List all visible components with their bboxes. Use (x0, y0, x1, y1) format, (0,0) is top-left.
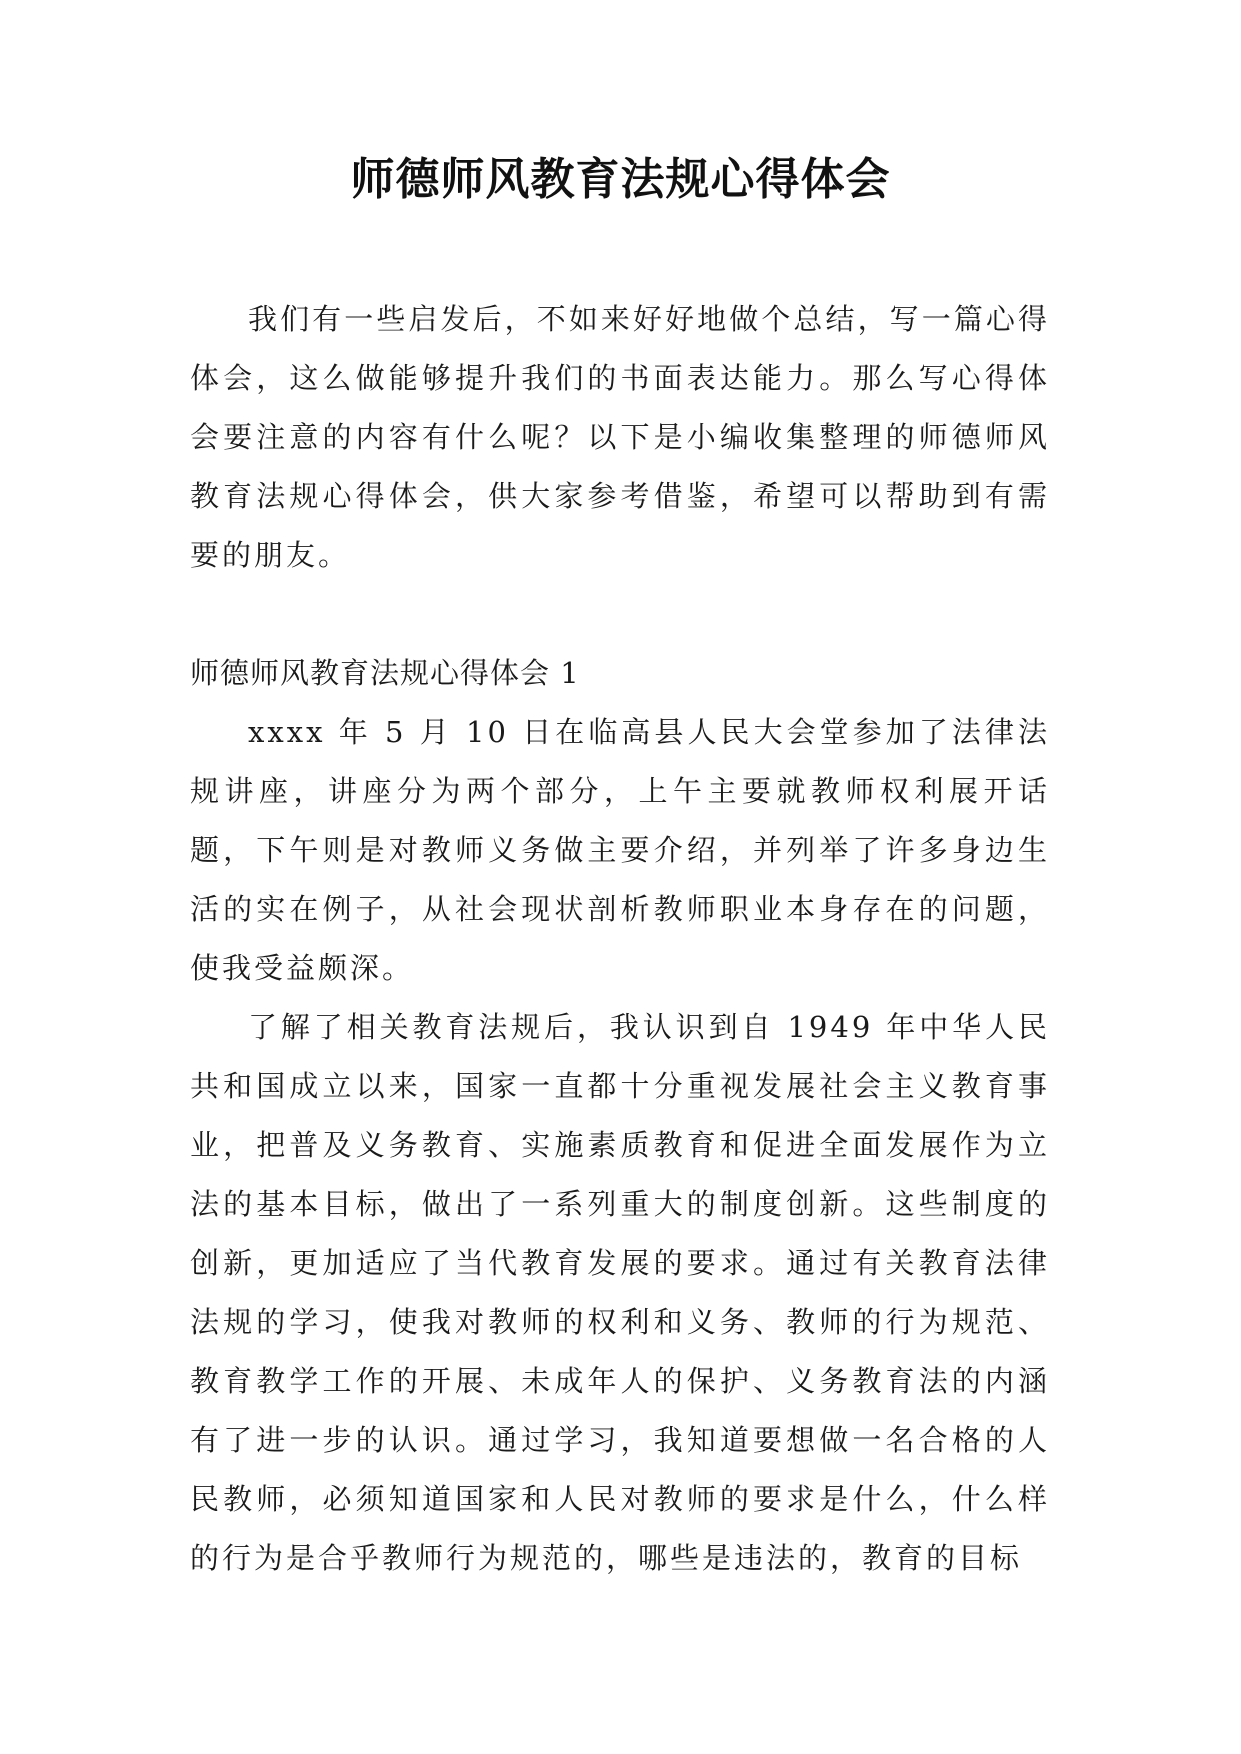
body-paragraph-1: xxxx 年 5 月 10 日在临高县人民大会堂参加了法律法规讲座，讲座分为两个部分，上午主要就教师权利展开话题，下午则是对教师义务做主要介绍，并列举了许多身边生活的实在例子，从社会现状剖析教师职业本身存在的问题，使我受益颇深。 (190, 715, 1050, 985)
document-body (190, 290, 1050, 1588)
intro-paragraph: 我们有一些启发后，不如来好好地做个总结，写一篇心得体会，这么做能够提升我们的书面表达能力。那么写心得体会要注意的内容有什么呢？以下是小编收集整理的师德师风教育法规心得体会，供大家参考借鉴，希望可以帮助到有需要的朋友。 (190, 302, 1050, 572)
paragraph-gap (190, 585, 1050, 644)
body-paragraph-2: 了解了相关教育法规后，我认识到自 1949 年中华人民共和国成立以来，国家一直都十分重视发展社会主义教育事业，把普及义务教育、实施素质教育和促进全面发展作为立法的基本目标，做出了一系列重大的制度创新。这些制度的创新，更加适应了当代教育发展的要求。通过有关教育法律法规的学习，使我对教师的权利和义务、教师的行为规范、教育教学工作的开展、未成年人的保护、义务教育法的内涵有了进一步的认识。通过学习，我知道要想做一名合格的人民教师，必须知道国家和人民对教师的要求是什么，什么样的行为是合乎教师行为规范的，哪些是违法的，教育的目标 (190, 1010, 1050, 1575)
section-heading: 师德师风教育法规心得体会 1 (190, 656, 580, 690)
document-title: 师德师风教育法规心得体会 (350, 154, 891, 205)
